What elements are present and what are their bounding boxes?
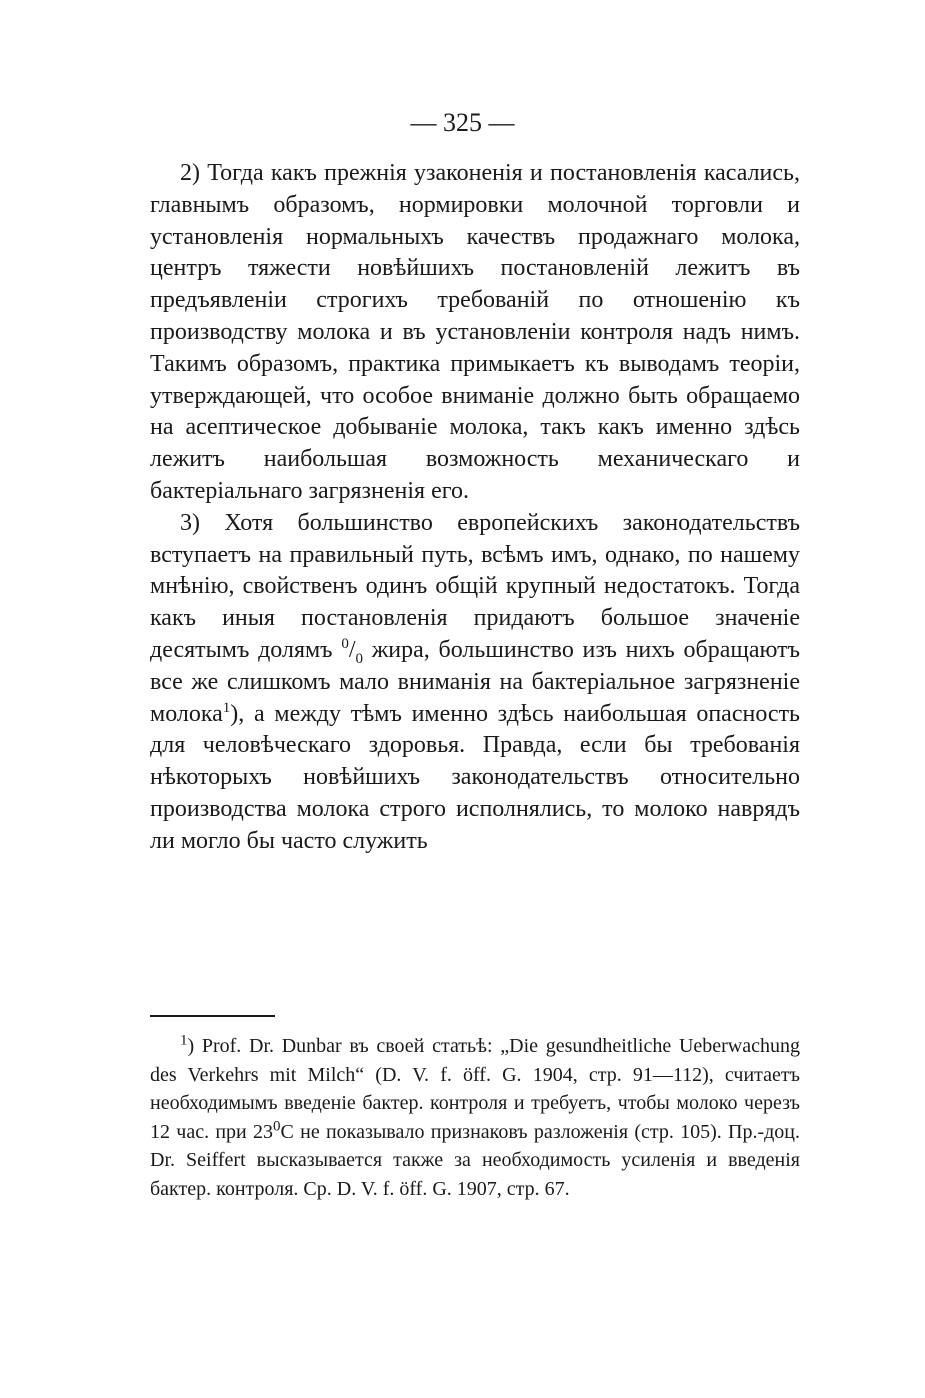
footnote-marker: 1 [180, 1032, 188, 1049]
footnote-1 [150, 1032, 800, 1204]
footnotes [150, 1032, 800, 1204]
degree-sign: 0 [273, 1118, 281, 1135]
footnote-reference[interactable]: 1 [222, 699, 231, 716]
footnote-1-part-2: С не показывало признаковъ разложенія (стр. 105). Пр.-доц. Dr. Seiffert высказывается также за необходимость усиленія и введенія бактер. контроля. Ср. D. V. f. öff. G. 1907, стр. 67. [150, 1120, 801, 1200]
footnote-1-part-1: ) Prof. Dr. Dunbar въ своей статьѣ: „Die gesundheitliche Ueberwachung des Verkehrs mit Milch“ (D. V. f. öff. G. 1904, стр. 91—112), считаетъ необходимымъ введеніе бактер. контроля и требуетъ, чтобы молоко черезъ 12 час. при 23 [150, 1035, 800, 1143]
paragraph-3: 3) Хотя большинство европейскихъ законодательствъ вступаетъ на правильный путь, всѣмъ имъ, однако, по нашему мнѣнію, свойственъ одинъ общій крупный недостатокъ. Тогда какъ иныя постановленія придаютъ большое значеніе десятымъ долямъ $^0/_0$ жира, большинство изъ нихъ обращаютъ все же слишкомъ мало вниманія на бактеріальное загрязненіе молока$^1$), а между тѣмъ именно здѣсь наибольшая опасность для человѣческаго здоровья. Правда, если бы требованія нѣкоторыхъ новѣйшихъ законодательствъ относительно производства молока строго исполнялись, то молоко наврядъ ли могло бы часто служить [150, 509, 801, 854]
percent-sign-bottom: 0 [355, 650, 363, 667]
paragraph-3-part-3: ), а между тѣмъ именно здѣсь наибольшая опасность для человѣческаго здоровья. Правда, если бы требованія нѣкоторыхъ новѣйшихъ законодательствъ относительно производства молока строго исполнялись, то молоко наврядъ ли могло бы часто служить [150, 700, 800, 854]
paragraph-3-part-2: жира, большинство изъ нихъ обращаютъ все же слишкомъ мало вниманія на бактеріальное загрязненіе молока [150, 636, 801, 727]
percent-sign-top: 0 [341, 635, 349, 652]
main-text [150, 158, 800, 858]
footnote-divider [150, 1015, 275, 1017]
paragraph-3-part-1: 3) Хотя большинство европейскихъ законодательствъ вступаетъ на правильный путь, всѣмъ имъ, однако, по нашему мнѣнію, свойственъ одинъ общій крупный недостатокъ. Тогда какъ иныя постановленія придаютъ большое значеніе десятымъ долямъ [150, 509, 800, 663]
paragraph-2: 2) Тогда какъ прежнія узаконенія и постановленія касались, главнымъ образомъ, нормировки молочной торговли и установленія нормальныхъ качествъ продажнаго молока, центръ тяжести новѣйшихъ постановленій лежитъ въ предъявленіи строгихъ требованій по отношенію къ производству молока и въ установленіи контроля надъ нимъ. Такимъ образомъ, практика примыкаетъ къ выводамъ теоріи, утверждающей, что особое вниманіе должно быть обращаемо на асептическое добываніе молока, такъ какъ именно здѣсь лежитъ наибольшая возможность механическаго и бактеріальнаго загрязненія его. [150, 160, 800, 504]
page-number: — 325 — [410, 108, 515, 137]
